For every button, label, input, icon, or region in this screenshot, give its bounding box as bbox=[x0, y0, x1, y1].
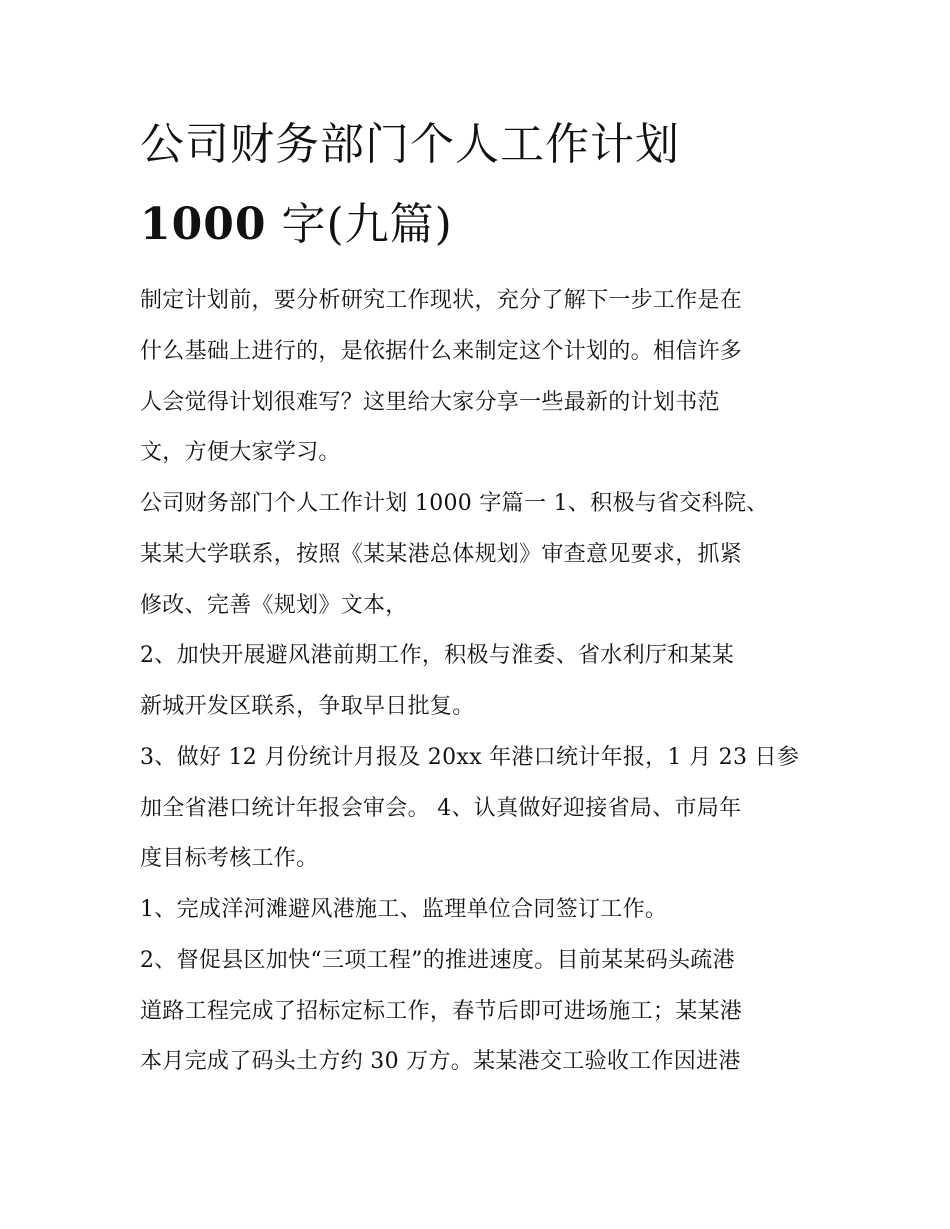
document-title-line-2 bbox=[140, 198, 453, 252]
body-text-line: 2、督促县区加快“三项工程”的推进速度。目前某某码头疏港 bbox=[140, 948, 735, 973]
body-text-line: 3、做好 12 月份统计月报及 20xx 年港口统计年报，1 月 23 日参 bbox=[140, 745, 800, 770]
body-text-line: 道路工程完成了招标定标工作，春节后即可进场施工；某某港 bbox=[140, 999, 743, 1024]
body-text-line: 本月完成了码头土方约 30 万方。某某港交工验收工作因进港 bbox=[140, 1049, 741, 1074]
body-text-line: 新城开发区联系，争取早日批复。 bbox=[140, 694, 475, 719]
body-text-line: 修改、完善《规划》文本， bbox=[140, 593, 408, 618]
body-text-line: 2、加快开展避风港前期工作，积极与淮委、省水利厅和某某 bbox=[140, 643, 735, 668]
body-text-line: 某某大学联系，按照《某某港总体规划》审查意见要求，抓紧 bbox=[140, 542, 743, 567]
body-text-line: 人会觉得计划很难写？这里给大家分享一些最新的计划书范 bbox=[140, 390, 720, 415]
body-text-line: 加全省港口统计年报会审会。 4、认真做好迎接省局、市局年 bbox=[140, 796, 742, 821]
body-text-line: 文，方便大家学习。 bbox=[140, 440, 341, 465]
document-title-suffix: 字(九篇) bbox=[266, 199, 453, 250]
body-text-line: 度目标考核工作。 bbox=[140, 846, 319, 871]
document-title-number: 1000 bbox=[140, 199, 267, 250]
body-text-line: 什么基础上进行的，是依据什么来制定这个计划的。相信许多 bbox=[140, 339, 743, 364]
document-title-line-1: 公司财务部门个人工作计划 bbox=[140, 119, 680, 170]
body-text-line: 公司财务部门个人工作计划 1000 字篇一 1、积极与省交科院、 bbox=[140, 491, 769, 516]
body-text-line: 1、完成洋河滩避风港施工、监理单位合同签订工作。 bbox=[140, 897, 668, 922]
body-text-line: 制定计划前，要分析研究工作现状，充分了解下一步工作是在 bbox=[140, 288, 743, 313]
